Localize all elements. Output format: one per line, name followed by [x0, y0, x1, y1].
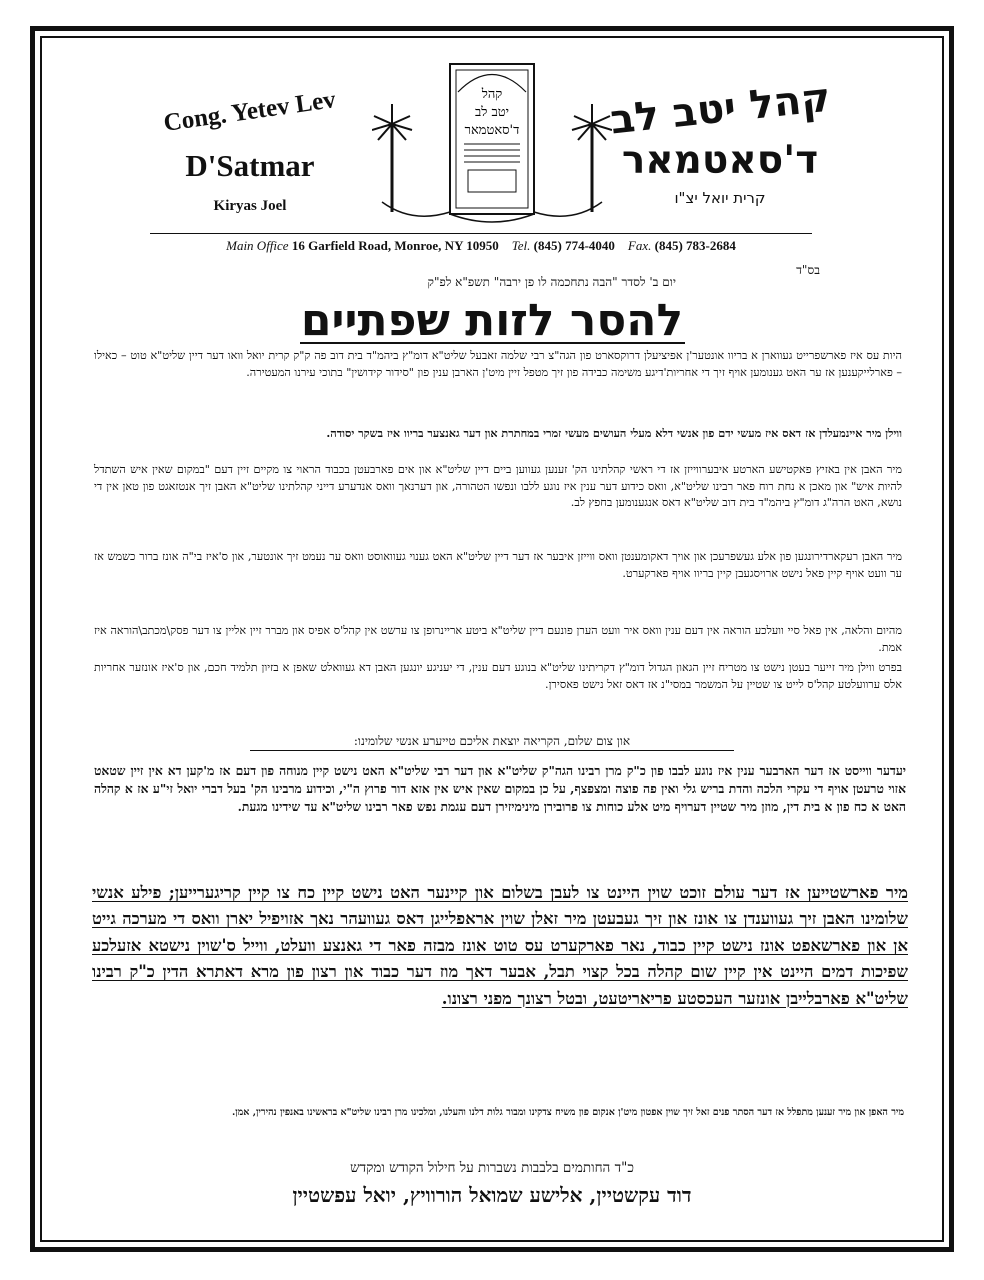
paragraph-8-emphasis: מיר פארשטייען אז דער עולם זוכט שוין היינט צו לעבן בשלום און קיינער האט נישט קיין כח צו קיין קריגערייען; פילע אנשי שלומינו האבן זיך געווענדן צו אונז און זיך געבעטן מיר זאלן שוין אראפלייגן דאס געוועהר נאך אזויפיל יארן וואס די מערכה גייט אן און פארשאפט אונז נישט קיין כבוד, נאר פארקערט עס טוט אונז מבזה פאר די גאנצע וועלט, ווייל ס'שוין נישטא אזעלכע שפיכות דמים היינט אין קיין שום קהלה בכל קצוי תבל, אבער דאך מוז דער כבוד און רצון פון מרא דאתרא הדין כ"ק רבינו שליט"א פארבלייבן אונזער העכסטע פריאריטעט, ובטל רצונך מפני רצונו.	[92, 883, 908, 1008]
office-street: 16 Garfield Road, Monroe, NY 10950	[291, 238, 499, 253]
bsd-mark: בס"ד	[796, 263, 820, 277]
hebrew-congregation-name: קהל יטב לב	[607, 74, 833, 144]
english-congregation-name: Cong. Yetev Lev	[162, 86, 338, 137]
greeting-line: און צום שלום, הקריאה יוצאת אליכם טייערע אנשי שלומינו:	[250, 734, 734, 751]
tel-label: Tel.	[511, 238, 531, 253]
paragraph-4: מיר האבן רעקארדירונגען פון אלע געשפרעכן און אויך דאקומענטן וואס ווייזן איבער אז דער דיין שליט"א האט גענוי געוואוסט וואס ער נעמט זיך אונטער, און ס'איז בי"ה אונז ברור כשמש אז ער וועט אויף קיין פאל נישט ארויסגעבן קיין בריוו אויף פארקערט.	[94, 550, 902, 580]
emblem-text-kehal: קהל	[481, 87, 503, 102]
emblem-text-dsatmar: ד'סאטמאר	[464, 123, 520, 138]
paragraph-3: מיר האבן אין באזיץ פאקטישע הארטע איבערווייזן אז די ראשי קהלתינו הק' זענען געווען ביים דיין שליט"א און אים פארבעטן בכבוד הראוי צו מקיים זיין דעם "במקום שאין איש השתדל להיות איש" און מאכן א נחת רוח פאר רבינו שליט"א, וואס כידוע דער ענין איז נוגע ללבו ונפשו הטהורה, און דערנאך וואס אנדערע דייני קהלתינו שליט"א האבן זיך אנטזאגט פון טאן אין די נושא, האט הרה"ג דומ"ץ ביהמ"ד בית דוב שליט"א דאס אנגענומען בחפץ לב.	[94, 463, 902, 509]
hebrew-dsatmar: ד'סאטמאר	[621, 138, 819, 183]
tel-number: (845) 774-4040	[533, 238, 615, 253]
english-dsatmar: D'Satmar	[185, 148, 315, 183]
hebrew-city: קרית יואל יצ"ו	[674, 189, 766, 207]
closing-line: כ"ד החותמים בלבבות נשברות על חילול הקודש ומקדש	[350, 1160, 634, 1176]
title-underline	[300, 342, 685, 344]
date-line: יום ב' לסדר "הבה נתחכמה לו פן ירבה" תשפ"א לפ"ק	[427, 275, 676, 289]
paragraph-7: יעדער ווייסט אז דער הארבער ענין איז נוגע לבבו פון כ"ק מרן רבינו הגה"ק שליט"א און דער רבי שליט"א האט נישט קיין מנוחה פון דעם אז מ'קען דא אין זיין שטאט אזוי טרעטן אויף די עקרי הלכה והדת בריש גלי ואין פה פוצה ומצפצף, על כן במקום שאין איש אין אזא דור פרוץ ה"י, וכידוע מרבינו הק' בעל דברי יואל זי"ע אז א קהלה האט א כח פון א בית דין, מוזן מיר שטיין דערויף מיט אלע כוחות צו פרובירן מינימיזירן דעם עגמת נפש פאר רבינו שליט"א עד שידינו מגעת.	[94, 763, 906, 814]
paragraph-1: היות עס איז פארשפרייט געווארן א בריוו אונטער'ן אפיציעלן דרוקסארט פון הגה"צ רבי שלמה זאבעל שליט"א דומ"ץ ביהמ"ד בית דוב פה ק"ק קרית יואל וואו דער דיין שליט"א טוט – כאילו – פארלייקענען אז ער האט גענומען אויף זיך די אחריות'דיגע משימה כבידה פון זיך מטפל זיין מיט'ן הארבן ענין פון "סידור קידושין" בתוכי עירנו המעטירה.	[94, 349, 902, 379]
letter-title: להסר לזות שפתיים	[300, 295, 684, 346]
congregation-emblem	[372, 52, 612, 230]
emblem-text-yetev: יטב לב	[474, 105, 510, 120]
english-letterhead	[150, 86, 350, 215]
english-city: Kiryas Joel	[213, 198, 287, 214]
signatories: דוד עקשטיין, אלישע שמואל הורוויץ, יואל עפשטיין	[292, 1183, 692, 1207]
paragraph-2: ווילן מיר איינמעלדן אז דאס איז מעשי ידם פון אנשי דלא מעלי העושים מעשי זמרי במחתרת און דער גאנצער בריוו איז בשקר יסודה.	[326, 426, 902, 440]
paragraph-5: מהיום והלאה, אין פאל סיי וועלכע הוראה אין דעם ענין וואס איר וועט הערן פונעם דיין שליט"א ביטע אריינרופן צו ערשט אין קהל'ס אפיס און מברר זיין אליין צו דער פסק\מכתב\הוראה איז אמת.	[94, 624, 902, 654]
office-address	[150, 238, 812, 254]
paragraph-9: מיר האפן און מיר זענען מתפלל אז דער הסתר פנים זאל זיך שוין אפטון מיט'ן אנקום פון משיח צדקינו ומבור גלות דלנו והעלנו, ומלכינו מרן רבינו שליט"א בראשינו באנפין נהירין, אמן.	[231, 1107, 904, 1118]
fax-number: (845) 783-2684	[654, 238, 736, 253]
hebrew-letterhead	[600, 74, 840, 207]
address-divider	[150, 233, 812, 234]
fax-label: Fax.	[627, 238, 652, 253]
office-label: Main Office	[226, 238, 289, 253]
paragraph-6: בפרט ווילן מיר זייער בעטן נישט צו מטריח זיין הגאון הגדול דומ"ץ דקריתינו שליט"א בנוגע דעם ענין, די יעניגע יונגען האבן דא געוואלט שאפן א בזיון תלמיד חכם, און ס'איז אונזער אחריות אלס ערוועלטע קהל'ס לייט צו שטיין על המשמר במסי"נ אז דאס זאל נישט פאסירן.	[94, 661, 902, 691]
